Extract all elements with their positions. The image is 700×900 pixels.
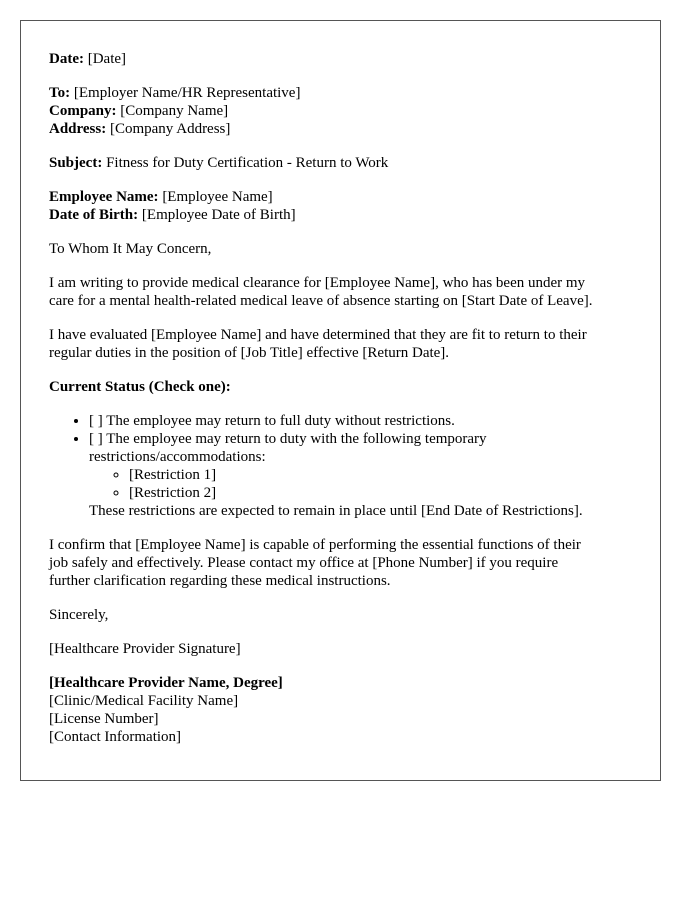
- address-label: Address:: [49, 121, 107, 137]
- status-option-full-duty: [89, 412, 632, 430]
- subject-line: [49, 154, 632, 172]
- provider-name: [Healthcare Provider Name, Degree]: [49, 675, 283, 691]
- company-label: Company:: [49, 103, 117, 119]
- restriction-item: ◦ [Restriction 1]: [129, 466, 632, 484]
- date-value: [Date]: [87, 51, 127, 67]
- paragraph-confirmation: [49, 536, 632, 590]
- status-heading-text: Current Status (Check one):: [49, 379, 231, 395]
- sign-off: Sincerely,: [49, 607, 109, 623]
- employee-name-value: [Employee Name]: [162, 189, 273, 205]
- contact-information: [Contact Information]: [49, 729, 182, 745]
- restrictions-note: These restrictions are expected to remain in place until [End Date of Restrictions].: [89, 503, 583, 519]
- provider-block: [49, 674, 632, 746]
- employee-name-label: Employee Name:: [49, 189, 159, 205]
- to-value: [Employer Name/HR Representative]: [73, 85, 301, 101]
- paragraph-evaluation-line-2: regular duties in the position of [Job Title] effective [Return Date].: [49, 345, 450, 361]
- letter: [20, 20, 661, 781]
- restrictions-list: [89, 466, 632, 502]
- address-line: [49, 120, 632, 138]
- paragraph-confirmation-line-2: job safely and effectively. Please contact my office at [Phone Number] if you require: [49, 555, 559, 571]
- restriction-item: ◦ [Restriction 2]: [129, 484, 632, 502]
- address-value: [Company Address]: [109, 121, 231, 137]
- employee-block: [49, 188, 632, 224]
- recipient-block: [49, 84, 632, 138]
- paragraph-evaluation-line-1: I have evaluated [Employee Name] and have determined that they are fit to return to their: [49, 327, 587, 343]
- paragraph-confirmation-line-1: I confirm that [Employee Name] is capable of performing the essential functions of their: [49, 537, 581, 553]
- dob-line: [49, 206, 632, 224]
- status-option-restricted: [89, 430, 632, 502]
- subject-label: Subject:: [49, 155, 103, 171]
- paragraph-clearance-line-2: care for a mental health-related medical leave of absence starting on [Start Date of Leave].: [49, 293, 593, 309]
- paragraph-clearance: [49, 274, 632, 310]
- company-line: [49, 102, 632, 120]
- company-value: [Company Name]: [120, 103, 229, 119]
- signature-placeholder: [Healthcare Provider Signature]: [49, 641, 241, 657]
- status-heading: [49, 378, 632, 396]
- paragraph-evaluation: [49, 326, 632, 362]
- to-label: To:: [49, 85, 71, 101]
- status-options-list: [49, 412, 632, 502]
- paragraph-clearance-line-1: I am writing to provide medical clearance for [Employee Name], who has been under my: [49, 275, 586, 291]
- paragraph-confirmation-line-3: further clarification regarding these medical instructions.: [49, 573, 391, 589]
- salutation: To Whom It May Concern,: [49, 241, 212, 257]
- dob-label: Date of Birth:: [49, 207, 139, 223]
- employee-name-line: [49, 188, 632, 206]
- status-option-restricted-line-2: restrictions/accommodations:: [89, 449, 266, 465]
- dob-value: [Employee Date of Birth]: [141, 207, 296, 223]
- status-option-restricted-line-1: • [ ] The employee may return to duty with the following temporary: [89, 431, 487, 447]
- status-option-full-duty-text: [ ] The employee may return to full duty without restrictions.: [89, 413, 455, 429]
- date-line: [49, 50, 632, 68]
- subject-value: Fitness for Duty Certification - Return to Work: [106, 155, 389, 171]
- license-number: [License Number]: [49, 711, 159, 727]
- facility-name: [Clinic/Medical Facility Name]: [49, 693, 239, 709]
- to-line: [49, 84, 632, 102]
- date-label: Date:: [49, 51, 84, 67]
